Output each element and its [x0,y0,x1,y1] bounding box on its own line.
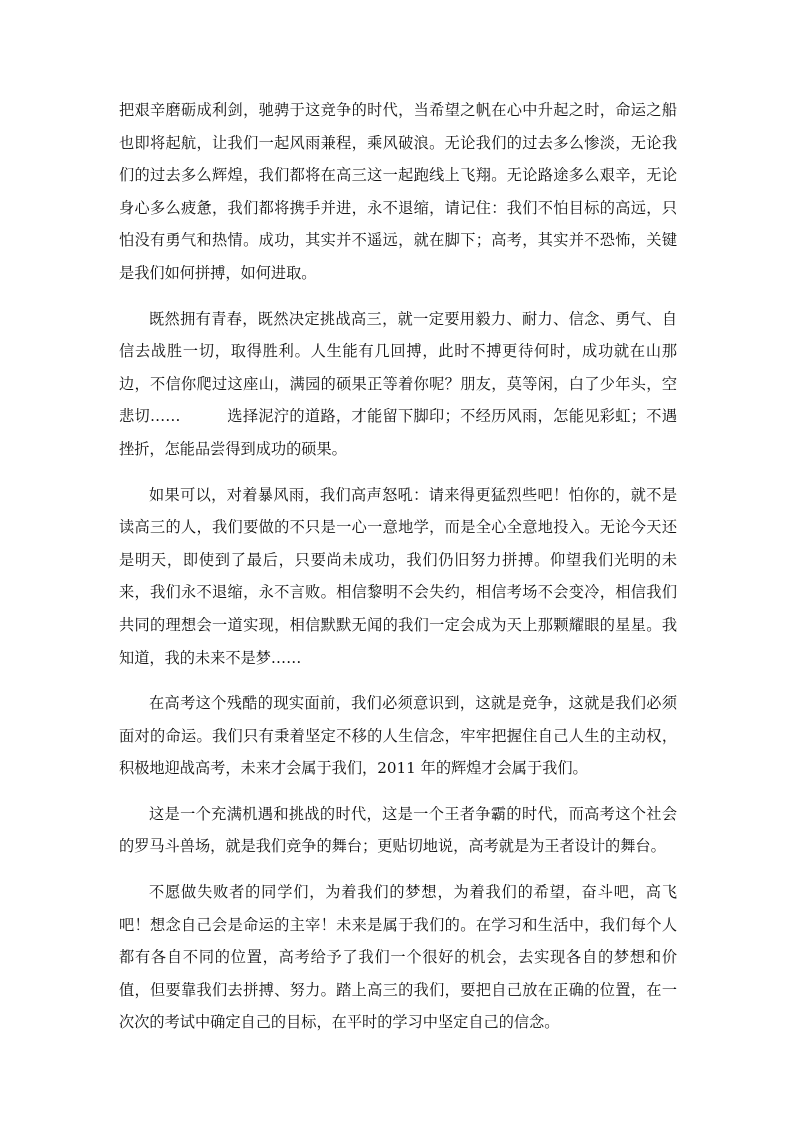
paragraph-1: 把艰辛磨砺成利剑，驰骋于这竞争的时代，当希望之帆在心中升起之时，命运之船也即将起航，让我们一起风雨兼程，乘风破浪。无论我们的过去多么惨淡，无论我们的过去多么辉煌，我们都将在高三这一起跑线上飞翔。无论路途多么艰辛，无论身心多么疲惫，我们都将携手并进，永不退缩，请记住：我们不怕目标的高远，只怕没有勇气和热情。成功，其实并不遥远，就在脚下；高考，其实并不恐怖，关键是我们如何拼搏，如何进取。 [119,101,677,282]
document-body [119,94,677,1052]
paragraph-3: 如果可以，对着暴风雨，我们高声怒吼：请来得更猛烈些吧！怕你的，就不是读高三的人，我们要做的不只是一心一意地学，而是全心全意地投入。无论今天还是明天，即使到了最后，只要尚未成功，我们仍旧努力拼搏。仰望我们光明的未来，我们永不退缩，永不言败。相信黎明不会失约，相信考场不会变冷，相信我们共同的理想会一道实现，相信默默无闻的我们一定会成为天上那颗耀眼的星星。我知道，我的未来不是梦…… [119,485,677,667]
paragraph-4: 在高考这个残酷的现实面前，我们必须意识到，这就是竞争，这就是我们必须面对的命运。我们只有秉着坚定不移的人生信念，牢牢把握住自己人生的主动权，积极地迎战高考，未来才会属于我们，2011 年的辉煌才会属于我们。 [119,694,677,778]
paragraph-5: 这是一个充满机遇和挑战的时代，这是一个王者争霸的时代，而高考这个社会的罗马斗兽场，就是我们竞争的舞台；更贴切地说，高考就是为王者设计的舞台。 [119,804,677,856]
paragraph-6: 不愿做失败者的同学们，为着我们的梦想，为着我们的希望，奋斗吧，高飞吧！想念自己会是命运的主宰！未来是属于我们的。在学习和生活中，我们每个人都有各自不同的位置，高考给予了我们一个很好的机会，去实现各自的梦想和价值，但要靠我们去拼搏、努力。踏上高三的我们，要把自己放在正确的位置，在一次次的考试中确定自己的目标，在平时的学习中坚定自己的信念。 [119,883,677,1032]
paragraph-2: 既然拥有青春，既然决定挑战高三，就一定要用毅力、耐力、信念、勇气、自信去战胜一切，取得胜利。人生能有几回搏，此时不搏更待何时，成功就在山那边，不信你爬过这座山，满园的硕果正等着你呢？朋友，莫等闲，白了少年头，空悲切…… 选择泥泞的道路，才能留下脚印；不经历风雨，怎能见彩虹；不遇挫折，怎能品尝得到成功的硕果。 [119,309,677,458]
